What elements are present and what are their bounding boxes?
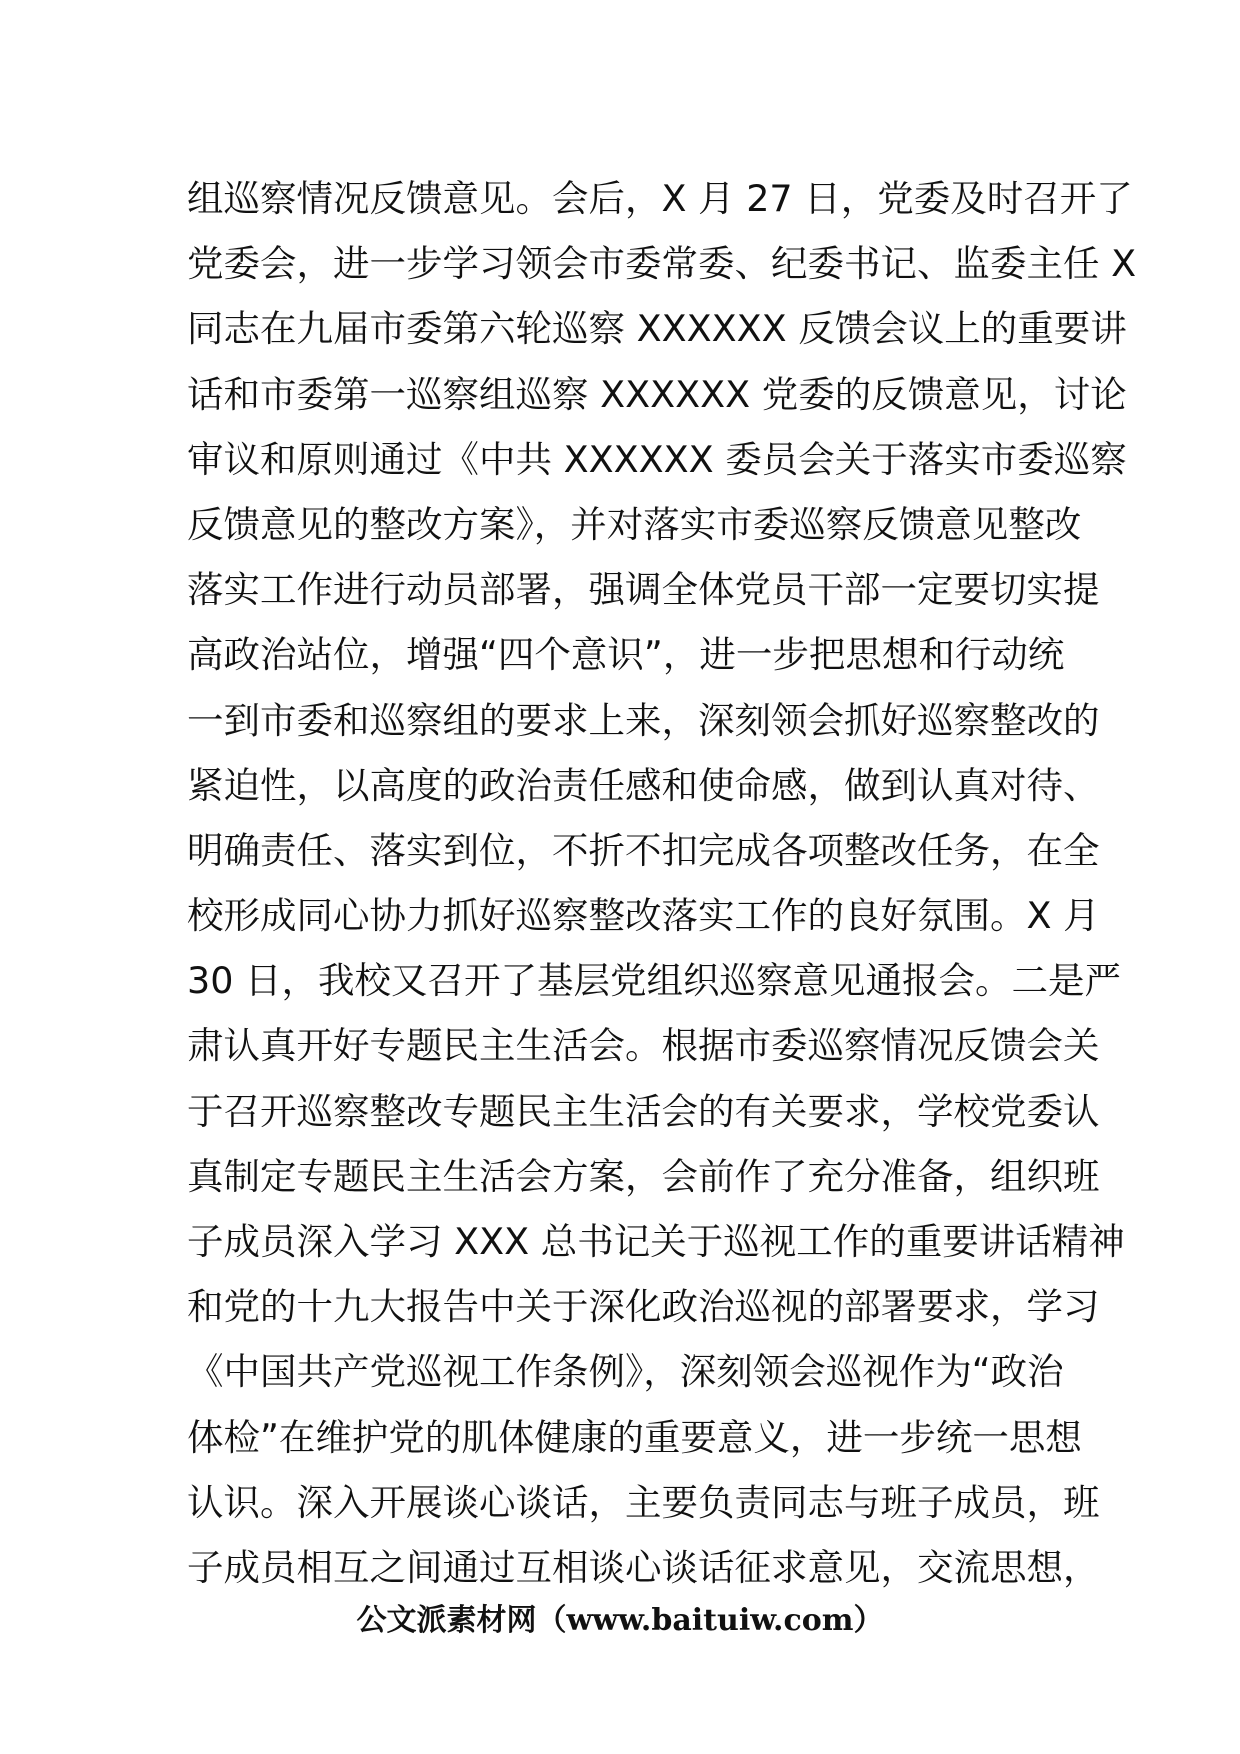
text-line: 高政治站位，增强“四个意识”，进一步把思想和行动统 (187, 633, 1065, 677)
text-line: 和党的十九大报告中关于深化政治巡视的部署要求，学习 (187, 1285, 1100, 1329)
text-line: 反馈意见的整改方案》，并对落实市委巡察反馈意见整改 (187, 502, 1082, 546)
text-line: 党委会，进一步学习领会市委常委、纪委书记、监委主任 X (187, 242, 1137, 286)
text-line: 体检”在维护党的肌体健康的重要意义，进一步统一思想 (187, 1415, 1082, 1459)
text-line: 30 日，我校又召开了基层党组织巡察意见通报会。二是严 (187, 959, 1122, 1003)
footer-watermark: 公文派素材网（www.baituiw.com） (356, 1603, 884, 1638)
text-line: 子成员深入学习 XXX 总书记关于巡视工作的重要讲话精神 (187, 1220, 1125, 1263)
text-line: 于召开巡察整改专题民主生活会的有关要求，学校党委认 (187, 1089, 1100, 1133)
text-line: 子成员相互之间通过互相谈心谈话征求意见，交流思想， (187, 1545, 1100, 1589)
text-line: 审议和原则通过《中共 XXXXXX 委员会关于落实市委巡察 (187, 437, 1127, 481)
text-line: 话和市委第一巡察组巡察 XXXXXX 党委的反馈意见，讨论 (187, 372, 1127, 416)
text-line: 《中国共产党巡视工作条例》，深刻领会巡视作为“政治 (187, 1350, 1064, 1394)
text-line: 校形成同心协力抓好巡察整改落实工作的良好氛围。X 月 (187, 894, 1100, 938)
text-line: 明确责任、落实到位，不折不扣完成各项整改任务，在全 (187, 828, 1100, 872)
text-line: 组巡察情况反馈意见。会后，X 月 27 日，党委及时召开了 (187, 177, 1133, 220)
text-line: 认识。深入开展谈心谈话，主要负责同志与班子成员，班 (187, 1480, 1100, 1524)
text-line: 肃认真开好专题民主生活会。根据市委巡察情况反馈会关 (187, 1024, 1100, 1068)
body-paragraph (187, 166, 1137, 1600)
text-line: 真制定专题民主生活会方案，会前作了充分准备，组织班 (187, 1154, 1100, 1198)
text-line: 一到市委和巡察组的要求上来，深刻领会抓好巡察整改的 (187, 698, 1100, 742)
text-line: 落实工作进行动员部署，强调全体党员干部一定要切实提 (187, 568, 1100, 612)
text-line: 同志在九届市委第六轮巡察 XXXXXX 反馈会议上的重要讲 (187, 307, 1127, 351)
text-line: 紧迫性，以高度的政治责任感和使命感，做到认真对待、 (187, 763, 1100, 807)
